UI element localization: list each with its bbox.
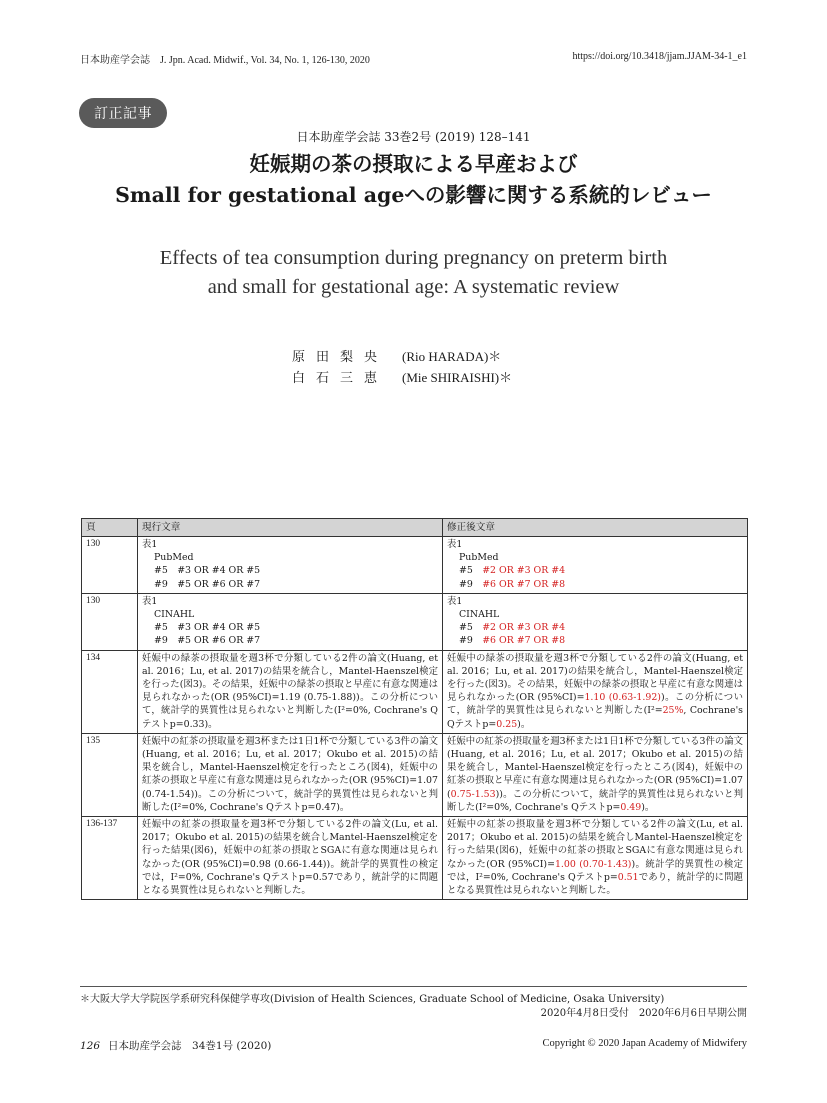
footnote-divider [80, 986, 747, 987]
author-2 [292, 367, 512, 386]
author-1 [292, 346, 501, 365]
corrected-value: 0.51 [617, 871, 639, 883]
corrected-value: #2 OR #3 OR #4 [482, 565, 566, 577]
text-line: #5 #3 OR #4 OR #5 [154, 565, 261, 577]
row-corrected-text [443, 537, 748, 594]
text-segment: #9 [459, 578, 483, 590]
row-current-text [138, 537, 443, 594]
english-title [0, 244, 827, 302]
japanese-title-line-1: 妊娠期の茶の摂取による早産および [249, 152, 578, 176]
errata-table [81, 518, 748, 900]
doi-link[interactable]: https://doi.org/10.3418/jjam.JJAM-34-1_e1 [572, 51, 747, 62]
text-line [447, 578, 743, 591]
row-page: 136-137 [82, 817, 138, 900]
corrected-value: #2 OR #3 OR #4 [482, 622, 566, 634]
row-corrected-text [443, 650, 748, 733]
author-2-name-jp: 白石三恵 [292, 371, 389, 386]
text-segment: )。統計学的異質性の検定では，I²=0%, Cochrane's Qテストp= [447, 858, 743, 883]
received-published-dates: 2020年4月8日受付 2020年6月6日早期公開 [540, 1008, 747, 1019]
text-line: CINAHL [154, 609, 195, 621]
row-page: 134 [82, 650, 138, 733]
text-line: #9 #5 OR #6 OR #7 [154, 635, 261, 647]
row-page: 130 [82, 593, 138, 650]
corrected-value: 0.75-1.53 [450, 788, 496, 800]
header-page: 頁 [82, 519, 138, 537]
text-segment: であり，統計学的に問題となる異質性は見られないと判断した。 [447, 871, 743, 897]
row-current-text: 妊娠中の緑茶の摂取量を週3杯で分類している2件の論文(Huang, et al. 2016；Lu, et al. 2017)の結果を統合し，Mantel-Haenszel検定を行った(図3)。その結果，妊娠中の緑茶の摂取と早産に有意な関連は見られなかった(OR (95%CI)=1.19 (0.75-1.88))。この分析について，統計学的異質性は見られないと判断した(I²=0%, Cochrane's Qテストp=0.33)。 [138, 650, 443, 733]
text-line [447, 621, 743, 634]
table-row [82, 733, 748, 816]
text-line [447, 564, 743, 577]
text-line: PubMed [459, 552, 499, 564]
original-article-reference: 日本助産学会誌 33巻2号 (2019) 128–141 [296, 130, 531, 144]
row-corrected-text [443, 593, 748, 650]
row-corrected-text [443, 817, 748, 900]
text-line: 表1 [447, 595, 463, 607]
text-segment: , Cochrane's Qテストp= [447, 705, 743, 730]
row-page: 135 [82, 733, 138, 816]
text-segment: #9 [459, 635, 483, 647]
table-row [82, 650, 748, 733]
corrected-value: #6 OR #7 OR #8 [482, 635, 566, 647]
japanese-title-line-2: Small for gestational ageへの影響に関する系統的レビュー [115, 183, 712, 207]
text-segment: )。 [641, 801, 655, 813]
text-segment: #5 [459, 565, 483, 577]
author-1-name-en: (Rio HARADA)＊ [402, 349, 502, 364]
page-number: 126 [80, 1040, 101, 1052]
corrected-value: 1.00 (0.70-1.43) [554, 858, 632, 870]
table-row [82, 817, 748, 900]
page-footer-left [80, 1038, 271, 1053]
text-line: #9 #5 OR #6 OR #7 [154, 578, 261, 590]
table-header-row [82, 519, 748, 537]
erratum-badge: 訂正記事 [79, 98, 167, 128]
header-corrected-text: 修正後文章 [443, 519, 748, 537]
table-row [82, 593, 748, 650]
text-line [447, 634, 743, 647]
row-current-text: 妊娠中の紅茶の摂取量を週3杯または1日1杯で分類している3件の論文(Huang, et al. 2016；Lu, et al. 2017；Okubo et al. 2015)の結果を統合し，Mantel-Haenszel検定を行ったところ(図4)，妊娠中の紅茶の摂取と早産に有意な関連は見られなかった(OR (95%CI)=1.07 (0.74-1.54))。この分析について，統計学的異質性は見られないと判断した(I²=0%, Cochrane's Qテストp=0.47)。 [138, 733, 443, 816]
row-current-text: 妊娠中の紅茶の摂取量を週3杯で分類している2件の論文(Lu, et al. 2017；Okubo et al. 2015)の結果を統合しMantel-Haenszel検定を行った結果(図6)，妊娠中の紅茶の摂取とSGAに有意な関連は見られなかった(OR (95%CI)=0.98 (0.66-1.44))。統計学的異質性の検定では，I²=0%, Cochrane's Qテストp=0.57であり，統計学的に問題となる異質性は見られないと判断した。 [138, 817, 443, 900]
author-2-name-en: (Mie SHIRAISHI)＊ [402, 370, 513, 385]
text-segment: ))。この分析について，統計学的異質性は見られないと判断した(I²=0%, Cochrane's Qテストp= [447, 788, 743, 813]
corrected-value: #6 OR #7 OR #8 [482, 578, 566, 590]
header-current-text: 現行文章 [138, 519, 443, 537]
text-segment: #5 [459, 622, 483, 634]
copyright-notice: Copyright © 2020 Japan Academy of Midwifery [542, 1038, 747, 1049]
corrected-value: 25% [662, 705, 684, 717]
journal-citation: 日本助産学会誌 J. Jpn. Acad. Midwif., Vol. 34, No. 1, 126-130, 2020 [80, 55, 370, 66]
row-page: 130 [82, 537, 138, 594]
japanese-title [0, 149, 827, 211]
english-title-line-1: Effects of tea consumption during pregnancy on preterm birth [159, 247, 668, 269]
text-segment: )。この分析について，統計学的異質性は見られないと判断した(I²= [447, 692, 743, 717]
text-line: #5 #3 OR #4 OR #5 [154, 622, 261, 634]
text-segment: 妊娠中の紅茶の摂取量を週3杯または1日1杯で分類している3件の論文(Huang, et al. 2016；Lu, et al. 2017；Okubo et al. 2015)の結果を統合し，Mantel-Haenszel検定を行ったところ(図4)，妊娠中の紅茶の摂取と早産に有意な関連は見られなかった(OR (95%CI)=1.07 ( [447, 735, 743, 800]
author-affiliation-footnote: ＊大阪大学大学院医学系研究科保健学専攻(Division of Health Sciences, Graduate School of Medicine, Osaka University) [80, 994, 665, 1005]
footer-journal: 日本助産学会誌 34巻1号 (2020) [108, 1040, 272, 1052]
corrected-value: 1.10 (0.63-1.92) [584, 692, 661, 704]
table-row [82, 537, 748, 594]
text-line: 表1 [447, 539, 463, 550]
text-segment: 妊娠中の緑茶の摂取量を週3杯で分類している2件の論文(Huang, et al. 2016；Lu, et al. 2017)の結果を統合し，Mantel-Haenszel検定を行った(図3)。その結果，妊娠中の緑茶の摂取と早産に有意な関連は見られなかった(OR (95%CI)= [447, 652, 743, 704]
author-1-name-jp: 原田梨央 [292, 350, 389, 365]
corrected-value: 0.25 [496, 718, 518, 730]
text-line: PubMed [154, 552, 194, 564]
text-line: CINAHL [459, 609, 500, 621]
row-current-text [138, 593, 443, 650]
text-line: 表1 [142, 539, 158, 550]
corrected-value: 0.49 [620, 801, 642, 813]
text-segment: )。 [517, 718, 531, 730]
text-line: 表1 [142, 595, 158, 607]
text-segment: 妊娠中の紅茶の摂取量を週3杯で分類している2件の論文(Lu, et al. 2017；Okubo et al. 2015)の結果を統合しMantel-Haenszel検定を行った結果(図6)，妊娠中の紅茶の摂取とSGAに有意な関連は見られなかった(OR (95%CI)= [447, 819, 743, 870]
english-title-line-2: and small for gestational age: A systematic review [207, 276, 620, 298]
row-corrected-text [443, 733, 748, 816]
